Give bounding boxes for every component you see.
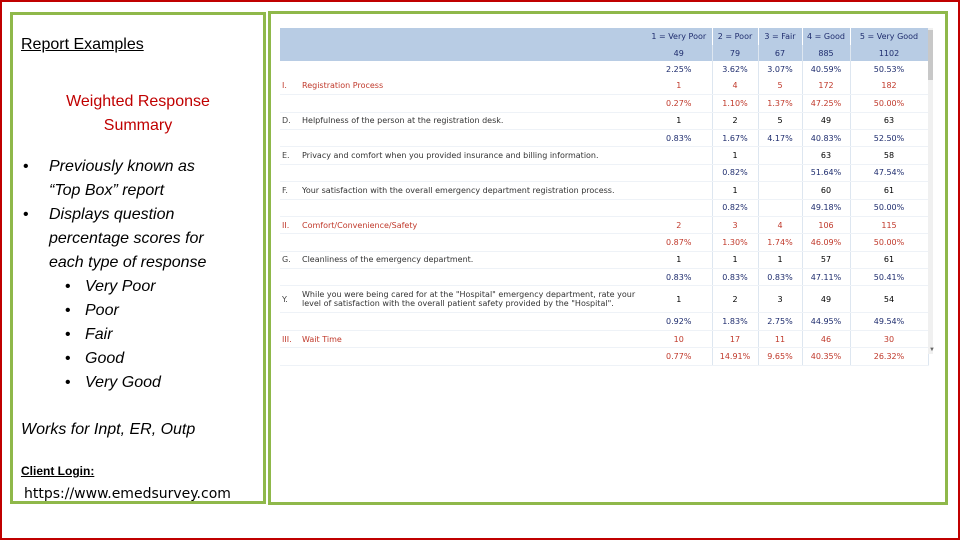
table-row (280, 78, 928, 95)
response-type-label: Poor (85, 302, 119, 319)
response-type-item (21, 323, 261, 347)
count-cell: 58 (850, 147, 928, 164)
count-cell: 172 (802, 78, 850, 95)
weighted-response-table (280, 28, 929, 366)
count-cell: 1 (758, 251, 802, 268)
pct-cell: 50.41% (850, 269, 928, 286)
count-cell: 63 (850, 112, 928, 129)
spacer (280, 45, 300, 61)
header-poor: 2 = Poor (712, 28, 758, 45)
pct-cell: 47.11% (802, 269, 850, 286)
table-row (280, 182, 928, 199)
pct-cell: 0.83% (646, 129, 712, 146)
question-label: Registration Process (300, 78, 646, 95)
count-cell: 63 (802, 147, 850, 164)
pct-cell: 52.50% (850, 129, 928, 146)
pct-cell: 0.82% (712, 164, 758, 181)
count-cell: 49 (802, 286, 850, 313)
total-pct-cell: 50.53% (850, 61, 928, 77)
total-pct-cell: 3.62% (712, 61, 758, 77)
table-row-pct (280, 348, 928, 365)
pct-cell: 0.92% (646, 313, 712, 330)
count-cell: 1 (646, 251, 712, 268)
pct-cell: 44.95% (802, 313, 850, 330)
spacer (280, 313, 300, 330)
bullet-glyph: • (65, 326, 71, 343)
count-cell: 54 (850, 286, 928, 313)
pct-cell: 1.83% (712, 313, 758, 330)
spacer (300, 61, 646, 77)
spacer (280, 269, 300, 286)
pct-cell: 0.83% (758, 269, 802, 286)
pct-cell: 47.54% (850, 164, 928, 181)
bullet1-line2: “Top Box” report (49, 182, 165, 199)
pct-cell: 50.00% (850, 234, 928, 251)
spacer (300, 199, 646, 216)
spacer (280, 61, 300, 77)
count-cell: 1 (646, 286, 712, 313)
count-cell: 115 (850, 216, 928, 233)
question-label: Wait Time (300, 330, 646, 347)
spacer (280, 95, 300, 112)
count-cell: 11 (758, 330, 802, 347)
total-count-cell: 67 (758, 45, 802, 61)
header-very-good: 5 = Very Good (850, 28, 928, 45)
pct-cell: 9.65% (758, 348, 802, 365)
count-cell: 4 (758, 216, 802, 233)
table-row (280, 251, 928, 268)
count-cell (646, 147, 712, 164)
question-label: Comfort/Convenience/Safety (300, 216, 646, 233)
pct-cell: 1.74% (758, 234, 802, 251)
left-panel (10, 12, 266, 504)
scroll-down-arrow-icon[interactable]: ▼ (929, 347, 935, 353)
table-row (280, 147, 928, 164)
spacer (300, 234, 646, 251)
count-cell: 2 (712, 112, 758, 129)
count-cell: 46 (802, 330, 850, 347)
spacer (300, 164, 646, 181)
question-label: While you were being cared for at the "Hospital" emergency department, rate your level of satisfaction with the overall patient safety provided by the "Hospital". (300, 286, 646, 313)
total-count-row (280, 45, 928, 61)
header-very-poor: 1 = Very Poor (646, 28, 712, 45)
count-cell: 60 (802, 182, 850, 199)
count-cell: 106 (802, 216, 850, 233)
client-login-label: Client Login: (21, 464, 95, 478)
pct-cell: 1.10% (712, 95, 758, 112)
table-row-pct (280, 164, 928, 181)
response-type-item (21, 371, 261, 395)
row-number: II. (280, 216, 300, 233)
bullet-previously-known (21, 155, 261, 203)
pct-cell: 26.32% (850, 348, 928, 365)
weighted-response-subtitle (13, 90, 263, 138)
scrollbar-thumb[interactable] (928, 30, 933, 80)
header-good: 4 = Good (802, 28, 850, 45)
count-cell: 2 (712, 286, 758, 313)
spacer (280, 199, 300, 216)
table-row-pct (280, 95, 928, 112)
row-number: III. (280, 330, 300, 347)
report-examples-title: Report Examples (21, 36, 144, 53)
count-cell: 1 (712, 147, 758, 164)
pct-cell (646, 164, 712, 181)
table-body (280, 61, 928, 365)
pct-cell: 0.83% (712, 269, 758, 286)
pct-cell: 14.91% (712, 348, 758, 365)
table-row (280, 112, 928, 129)
table-row-pct (280, 129, 928, 146)
spacer (280, 164, 300, 181)
pct-cell: 4.17% (758, 129, 802, 146)
row-number: F. (280, 182, 300, 199)
spacer (280, 234, 300, 251)
count-cell: 1 (712, 182, 758, 199)
spacer (300, 348, 646, 365)
count-cell: 30 (850, 330, 928, 347)
pct-cell: 2.75% (758, 313, 802, 330)
total-pct-cell: 2.25% (646, 61, 712, 77)
count-cell: 10 (646, 330, 712, 347)
spacer (300, 129, 646, 146)
row-number: D. (280, 112, 300, 129)
row-number: E. (280, 147, 300, 164)
response-type-item (21, 347, 261, 371)
spacer (300, 45, 646, 61)
total-count-cell: 49 (646, 45, 712, 61)
bullet-glyph: • (65, 302, 71, 319)
total-pct-cell: 3.07% (758, 61, 802, 77)
table-row-pct (280, 313, 928, 330)
pct-cell: 0.82% (712, 199, 758, 216)
count-cell: 3 (712, 216, 758, 233)
table-row (280, 286, 928, 313)
pct-cell: 1.67% (712, 129, 758, 146)
pct-cell (758, 164, 802, 181)
question-label: Your satisfaction with the overall emergency department registration process. (300, 182, 646, 199)
response-type-label: Very Poor (85, 278, 156, 295)
pct-cell: 46.09% (802, 234, 850, 251)
response-type-label: Fair (85, 326, 113, 343)
pct-cell (758, 199, 802, 216)
count-cell: 57 (802, 251, 850, 268)
row-number: Y. (280, 286, 300, 313)
total-count-cell: 1102 (850, 45, 928, 61)
bullet1-line1: Previously known as (49, 158, 195, 175)
count-cell: 5 (758, 112, 802, 129)
pct-cell (646, 199, 712, 216)
count-cell: 1 (646, 78, 712, 95)
table-row (280, 330, 928, 347)
pct-cell: 50.00% (850, 95, 928, 112)
header-blank (280, 28, 300, 45)
count-cell: 49 (802, 112, 850, 129)
pct-cell: 51.64% (802, 164, 850, 181)
table-row-pct (280, 234, 928, 251)
total-count-cell: 885 (802, 45, 850, 61)
count-cell (758, 147, 802, 164)
question-label: Privacy and comfort when you provided insurance and billing information. (300, 147, 646, 164)
question-label: Helpfulness of the person at the registration desk. (300, 112, 646, 129)
table-row-pct (280, 269, 928, 286)
bullet-glyph: • (65, 350, 71, 367)
spacer (300, 313, 646, 330)
pct-cell: 49.18% (802, 199, 850, 216)
bullet-glyph: • (65, 278, 71, 295)
table-header-row (280, 28, 928, 45)
response-type-label: Good (85, 350, 125, 367)
count-cell: 3 (758, 286, 802, 313)
weighted-response-table-container (280, 28, 928, 361)
count-cell: 61 (850, 251, 928, 268)
row-number: I. (280, 78, 300, 95)
count-cell: 4 (712, 78, 758, 95)
pct-cell: 50.00% (850, 199, 928, 216)
spacer (280, 348, 300, 365)
spacer (300, 95, 646, 112)
pct-cell: 49.54% (850, 313, 928, 330)
question-label: Cleanliness of the emergency department. (300, 251, 646, 268)
table-row (280, 216, 928, 233)
bullet2-line3: each type of response (49, 254, 207, 271)
bullet-list (21, 155, 261, 395)
pct-cell: 0.27% (646, 95, 712, 112)
spacer (280, 129, 300, 146)
subtitle-line2: Summary (103, 117, 173, 134)
pct-cell: 40.35% (802, 348, 850, 365)
count-cell (758, 182, 802, 199)
header-fair: 3 = Fair (758, 28, 802, 45)
count-cell: 182 (850, 78, 928, 95)
bullet-displays-scores (21, 203, 261, 275)
response-type-list (21, 275, 261, 395)
bullet2-line2: percentage scores for (49, 230, 204, 247)
count-cell: 5 (758, 78, 802, 95)
row-number: G. (280, 251, 300, 268)
response-type-item (21, 299, 261, 323)
bullet2-line1: Displays question (49, 206, 175, 223)
count-cell: 1 (712, 251, 758, 268)
pct-cell: 47.25% (802, 95, 850, 112)
spacer (300, 269, 646, 286)
table-row-pct (280, 199, 928, 216)
bullet-glyph: • (23, 158, 29, 175)
count-cell (646, 182, 712, 199)
count-cell: 17 (712, 330, 758, 347)
works-for-text: Works for Inpt, ER, Outp (21, 421, 196, 438)
client-login-url[interactable]: https://www.emedsurvey.com (24, 486, 231, 502)
count-cell: 1 (646, 112, 712, 129)
bullet-glyph: • (23, 206, 29, 223)
bullet-glyph: • (65, 374, 71, 391)
pct-cell: 0.87% (646, 234, 712, 251)
total-pct-cell: 40.59% (802, 61, 850, 77)
response-type-item (21, 275, 261, 299)
subtitle-line1: Weighted Response (66, 93, 210, 110)
header-blank (300, 28, 646, 45)
response-type-label: Very Good (85, 374, 161, 391)
pct-cell: 40.83% (802, 129, 850, 146)
count-cell: 2 (646, 216, 712, 233)
total-count-cell: 79 (712, 45, 758, 61)
pct-cell: 0.83% (646, 269, 712, 286)
pct-cell: 1.30% (712, 234, 758, 251)
count-cell: 61 (850, 182, 928, 199)
total-pct-row (280, 61, 928, 77)
pct-cell: 0.77% (646, 348, 712, 365)
pct-cell: 1.37% (758, 95, 802, 112)
